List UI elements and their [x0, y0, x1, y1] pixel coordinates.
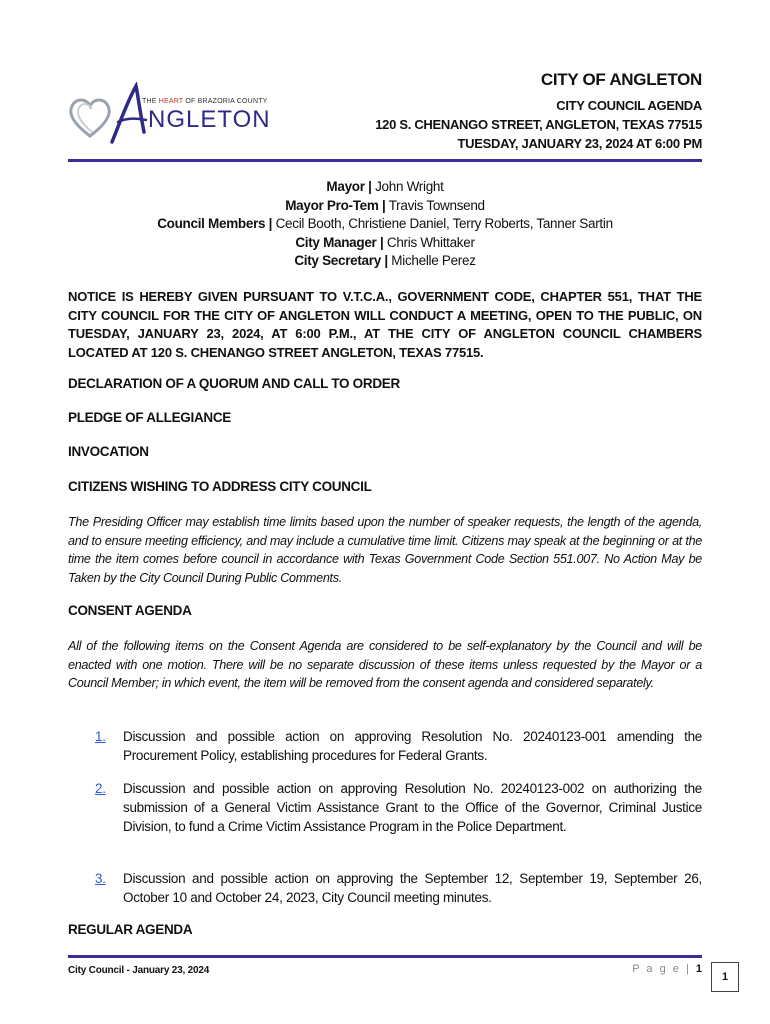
item-text: Discussion and possible action on approving Resolution No. 20240123-001 amending the Procurement Policy, establishing procedures for Federal Grants. — [123, 729, 702, 763]
heading-regular-agenda: REGULAR AGENDA — [68, 922, 193, 937]
item-number-link[interactable]: 1. — [95, 729, 106, 744]
logo-tagline: THE HEART OF BRAZORIA COUNTY — [142, 98, 268, 105]
item-number-link[interactable]: 2. — [95, 781, 106, 796]
footer-divider — [68, 955, 702, 958]
agenda-title: CITY COUNCIL AGENDA — [556, 98, 702, 113]
agenda-header — [375, 70, 702, 153]
meeting-address: 120 S. CHENANGO STREET, ANGLETON, TEXAS 77515 — [375, 117, 702, 132]
header-divider — [68, 159, 702, 162]
item-text: Discussion and possible action on approving the September 12, September 19, September 26, October 10 and October 24, 2023, City Council meeting minutes. — [123, 871, 702, 905]
heading-consent-agenda: CONSENT AGENDA — [68, 603, 192, 618]
consent-item — [95, 869, 702, 907]
footer-page-number: P a g e | 1 — [632, 963, 702, 975]
heading-pledge: PLEDGE OF ALLEGIANCE — [68, 410, 232, 425]
citizens-instructions: The Presiding Officer may establish time limits based upon the number of speaker requests, the length of the agenda, and to ensure meeting efficiency, and may include a cumulative time limit. Citizens may speak at the beginning or at the time the item comes before council in accordance with Texas Government Code Section 551.007. No Action May be Taken by the City Council During Public Comments. — [68, 515, 702, 585]
consent-item — [95, 779, 702, 836]
official-city-secretary: City Secretary | Michelle Perez — [294, 253, 476, 268]
angleton-logo — [68, 82, 271, 146]
item-text: Discussion and possible action on approving Resolution No. 20240123-002 on authorizing the submission of a General Victim Assistance Grant to the Office of the Governor, Criminal Justice Division, to fund a Crime Victim Assistance Program in the Police Department. — [123, 781, 702, 834]
logo-city-name: NGLETON — [148, 106, 271, 133]
consent-item — [95, 727, 702, 765]
footer-meeting-label: City Council - January 23, 2024 — [68, 965, 210, 976]
city-title: CITY OF ANGLETON — [540, 70, 702, 89]
official-mayor-pro-tem: Mayor Pro-Tem | Travis Townsend — [285, 197, 485, 213]
official-council-members: Council Members | Cecil Booth, Christiene Daniel, Terry Roberts, Tanner Sartin — [157, 216, 613, 231]
meeting-notice: NOTICE IS HEREBY GIVEN PURSUANT TO V.T.C.A., GOVERNMENT CODE, CHAPTER 551, THAT THE CITY COUNCIL FOR THE CITY OF ANGLETON WILL CONDUCT A MEETING, OPEN TO THE PUBLIC, ON TUESDAY, JANUARY 23, 2024, AT 6:00 P.M., AT THE CITY OF ANGLETON COUNCIL CHAMBERS LOCATED AT 120 S. CHENANGO STREET ANGLETON, TEXAS 77515. — [68, 289, 702, 360]
official-mayor: Mayor | John Wright — [326, 179, 444, 194]
consent-instructions: All of the following items on the Consent Agenda are considered to be self-explanatory by the Council and will be enacted with one motion. There will be no separate discussion of these items unless requested by the Mayor or a Council Member; in which event, the item will be removed from the consent agenda and considered separately. — [68, 639, 702, 690]
heading-invocation: INVOCATION — [68, 444, 149, 459]
officials-list — [68, 178, 702, 271]
heading-citizens: CITIZENS WISHING TO ADDRESS CITY COUNCIL — [68, 479, 372, 494]
heading-quorum: DECLARATION OF A QUORUM AND CALL TO ORDER — [68, 376, 400, 391]
item-number-link[interactable]: 3. — [95, 871, 106, 886]
official-city-manager: City Manager | Chris Whittaker — [295, 234, 475, 250]
meeting-datetime: TUESDAY, JANUARY 23, 2024 AT 6:00 PM — [457, 136, 702, 151]
page-number-box: 1 — [711, 962, 739, 992]
